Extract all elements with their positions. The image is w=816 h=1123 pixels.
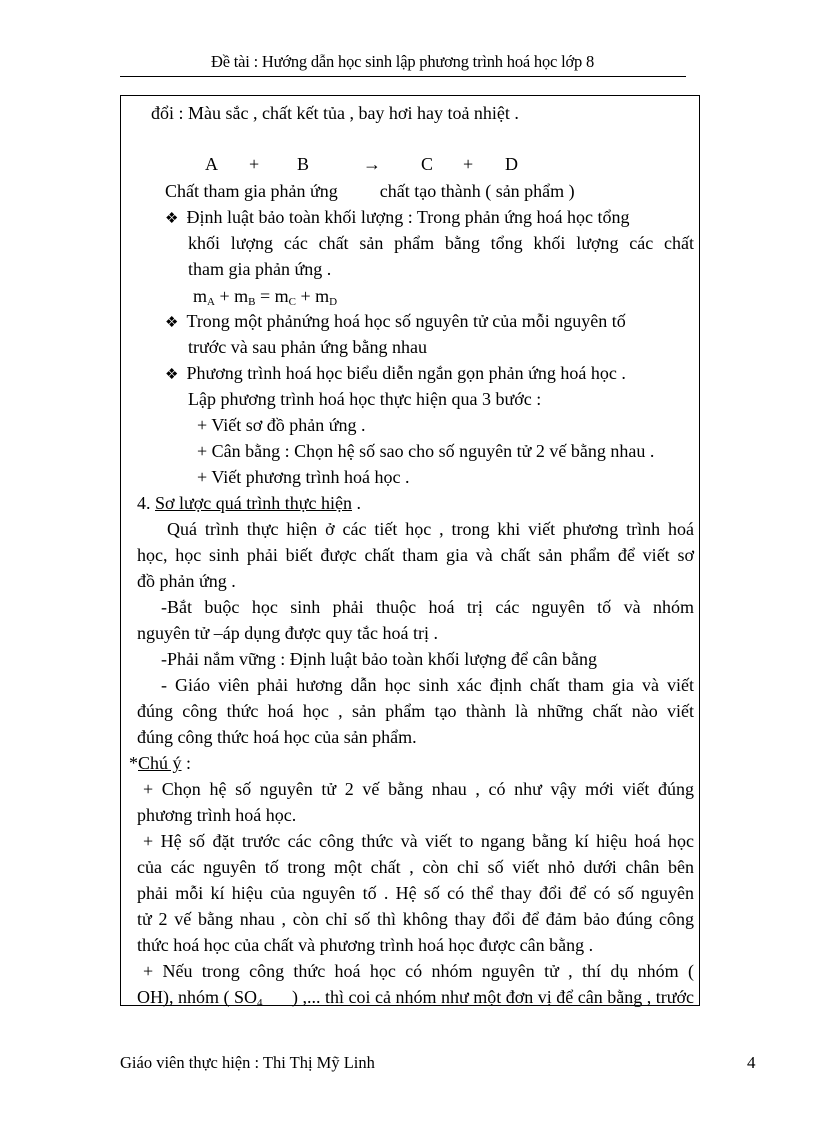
text-line: học, học sinh phải biết được chất tham gia và chất sản phẩm để viết sơ (137, 545, 694, 565)
text-line: thức hoá học của chất và phương trình hoá học được cân bằng . (137, 935, 594, 955)
header-rule (120, 76, 686, 77)
page-number: 4 (747, 1053, 756, 1072)
text-line: + Hệ số đặt trước các công thức và viết to ngang bằng kí hiệu hoá học (143, 831, 694, 851)
text-line: -Bắt buộc học sinh phải thuộc hoá trị các nguyên tố và nhóm (161, 597, 694, 617)
mass-conservation-formula: $m_A + m_B = m_C + m_D$ (193, 286, 338, 308)
text-line: khối lượng các chất sản phẩm bằng tổng khối lượng các chất (188, 233, 694, 253)
text-line (165, 178, 575, 204)
step-item: + Viết sơ đồ phản ứng . (197, 415, 366, 435)
step-item: + Viết phương trình hoá học . (197, 467, 410, 487)
plus-sign: + (249, 154, 260, 174)
text-line: đúng công thức hoá học , sản phẩm tạo thành là những chất nào viết (137, 701, 694, 721)
arrow-icon: → (363, 154, 381, 174)
product-c: C (421, 154, 434, 174)
text-line: Lập phương trình hoá học thực hiện qua 3 bước : (188, 389, 542, 409)
text-line: tử 2 vế bằng nhau , còn chỉ số thì không thay đổi để đảm bảo đúng công (137, 909, 694, 929)
text-line: của các nguyên tố trong một chất , còn chỉ số viết nhỏ dưới chân bên (137, 857, 694, 877)
note-heading: *Chú ý : (129, 753, 192, 773)
section-title: Sơ lược quá trình thực hiện (155, 493, 353, 513)
footer-teacher: Giáo viên thực hiện : Thi Thị Mỹ Linh (120, 1053, 375, 1072)
bullet-item: ❖ Phương trình hoá học biểu diễn ngắn gọn phản ứng hoá học . (165, 363, 626, 383)
content-box (120, 95, 700, 1009)
bullet-item: ❖ Trong một phảnứng hoá học số nguyên tử của mỗi nguyên tố (165, 311, 626, 331)
text-line: trước và sau phản ứng bằng nhau (188, 337, 427, 357)
section-heading: 4. Sơ lược quá trình thực hiện . (137, 493, 362, 513)
text-line: phương trình hoá học. (137, 805, 297, 825)
text-line: - Giáo viên phải hương dẫn học sinh xác định chất tham gia và viết (161, 675, 694, 695)
text-line: đúng công thức hoá học của sản phẩm. (137, 727, 417, 747)
text-line: + Chọn hệ số nguyên tử 2 vế bằng nhau , có như vậy mới viết đúng (143, 779, 694, 799)
product-d: D (505, 154, 518, 174)
reactant-b: B (297, 154, 310, 174)
products-label: chất tạo thành ( sản phẩm ) (379, 181, 575, 201)
reactants-label: Chất tham gia phản ứng (165, 181, 338, 201)
step-item: + Cân bằng : Chọn hệ số sao cho số nguyên tử 2 vế bằng nhau . (197, 441, 655, 461)
text-line: tham gia phản ứng . (188, 259, 332, 279)
diamond-bullet-icon: ❖ (165, 367, 179, 383)
document-header: Đề tài : Hướng dẫn học sinh lập phương trình hoá học lớp 8 (210, 52, 595, 71)
text-line: đổi : Màu sắc , chất kết tủa , bay hơi hay toả nhiệt . (151, 103, 519, 123)
text-line: + Nếu trong công thức hoá học có nhóm nguyên tử , thí dụ nhóm ( (143, 961, 694, 981)
reaction-equation (121, 151, 699, 177)
text-line: -Phải nắm vững : Định luật bảo toàn khối lượng để cân bằng (161, 649, 597, 669)
note-label: Chú ý (138, 753, 182, 773)
reactant-a: A (205, 154, 218, 174)
diamond-bullet-icon: ❖ (165, 315, 179, 331)
text-line: phải mỗi kí hiệu của nguyên tố . Hệ số có thể thay đổi để có số nguyên (137, 883, 694, 903)
text-line: đồ phản ứng . (137, 571, 236, 591)
text-line: Quá trình thực hiện ở các tiết học , trong khi viết phương trình hoá (167, 519, 694, 539)
text-line: OH), nhóm ( $SO_4$ ) ,... thì coi cả nhóm như một đơn vị để cân bằng , trước (137, 987, 694, 1009)
text-line: nguyên tử –áp dụng được quy tắc hoá trị . (137, 623, 438, 643)
bullet-item: ❖ Định luật bảo toàn khối lượng : Trong phản ứng hoá học tổng (165, 207, 630, 227)
plus-sign: + (463, 154, 474, 174)
diamond-bullet-icon: ❖ (165, 211, 179, 227)
